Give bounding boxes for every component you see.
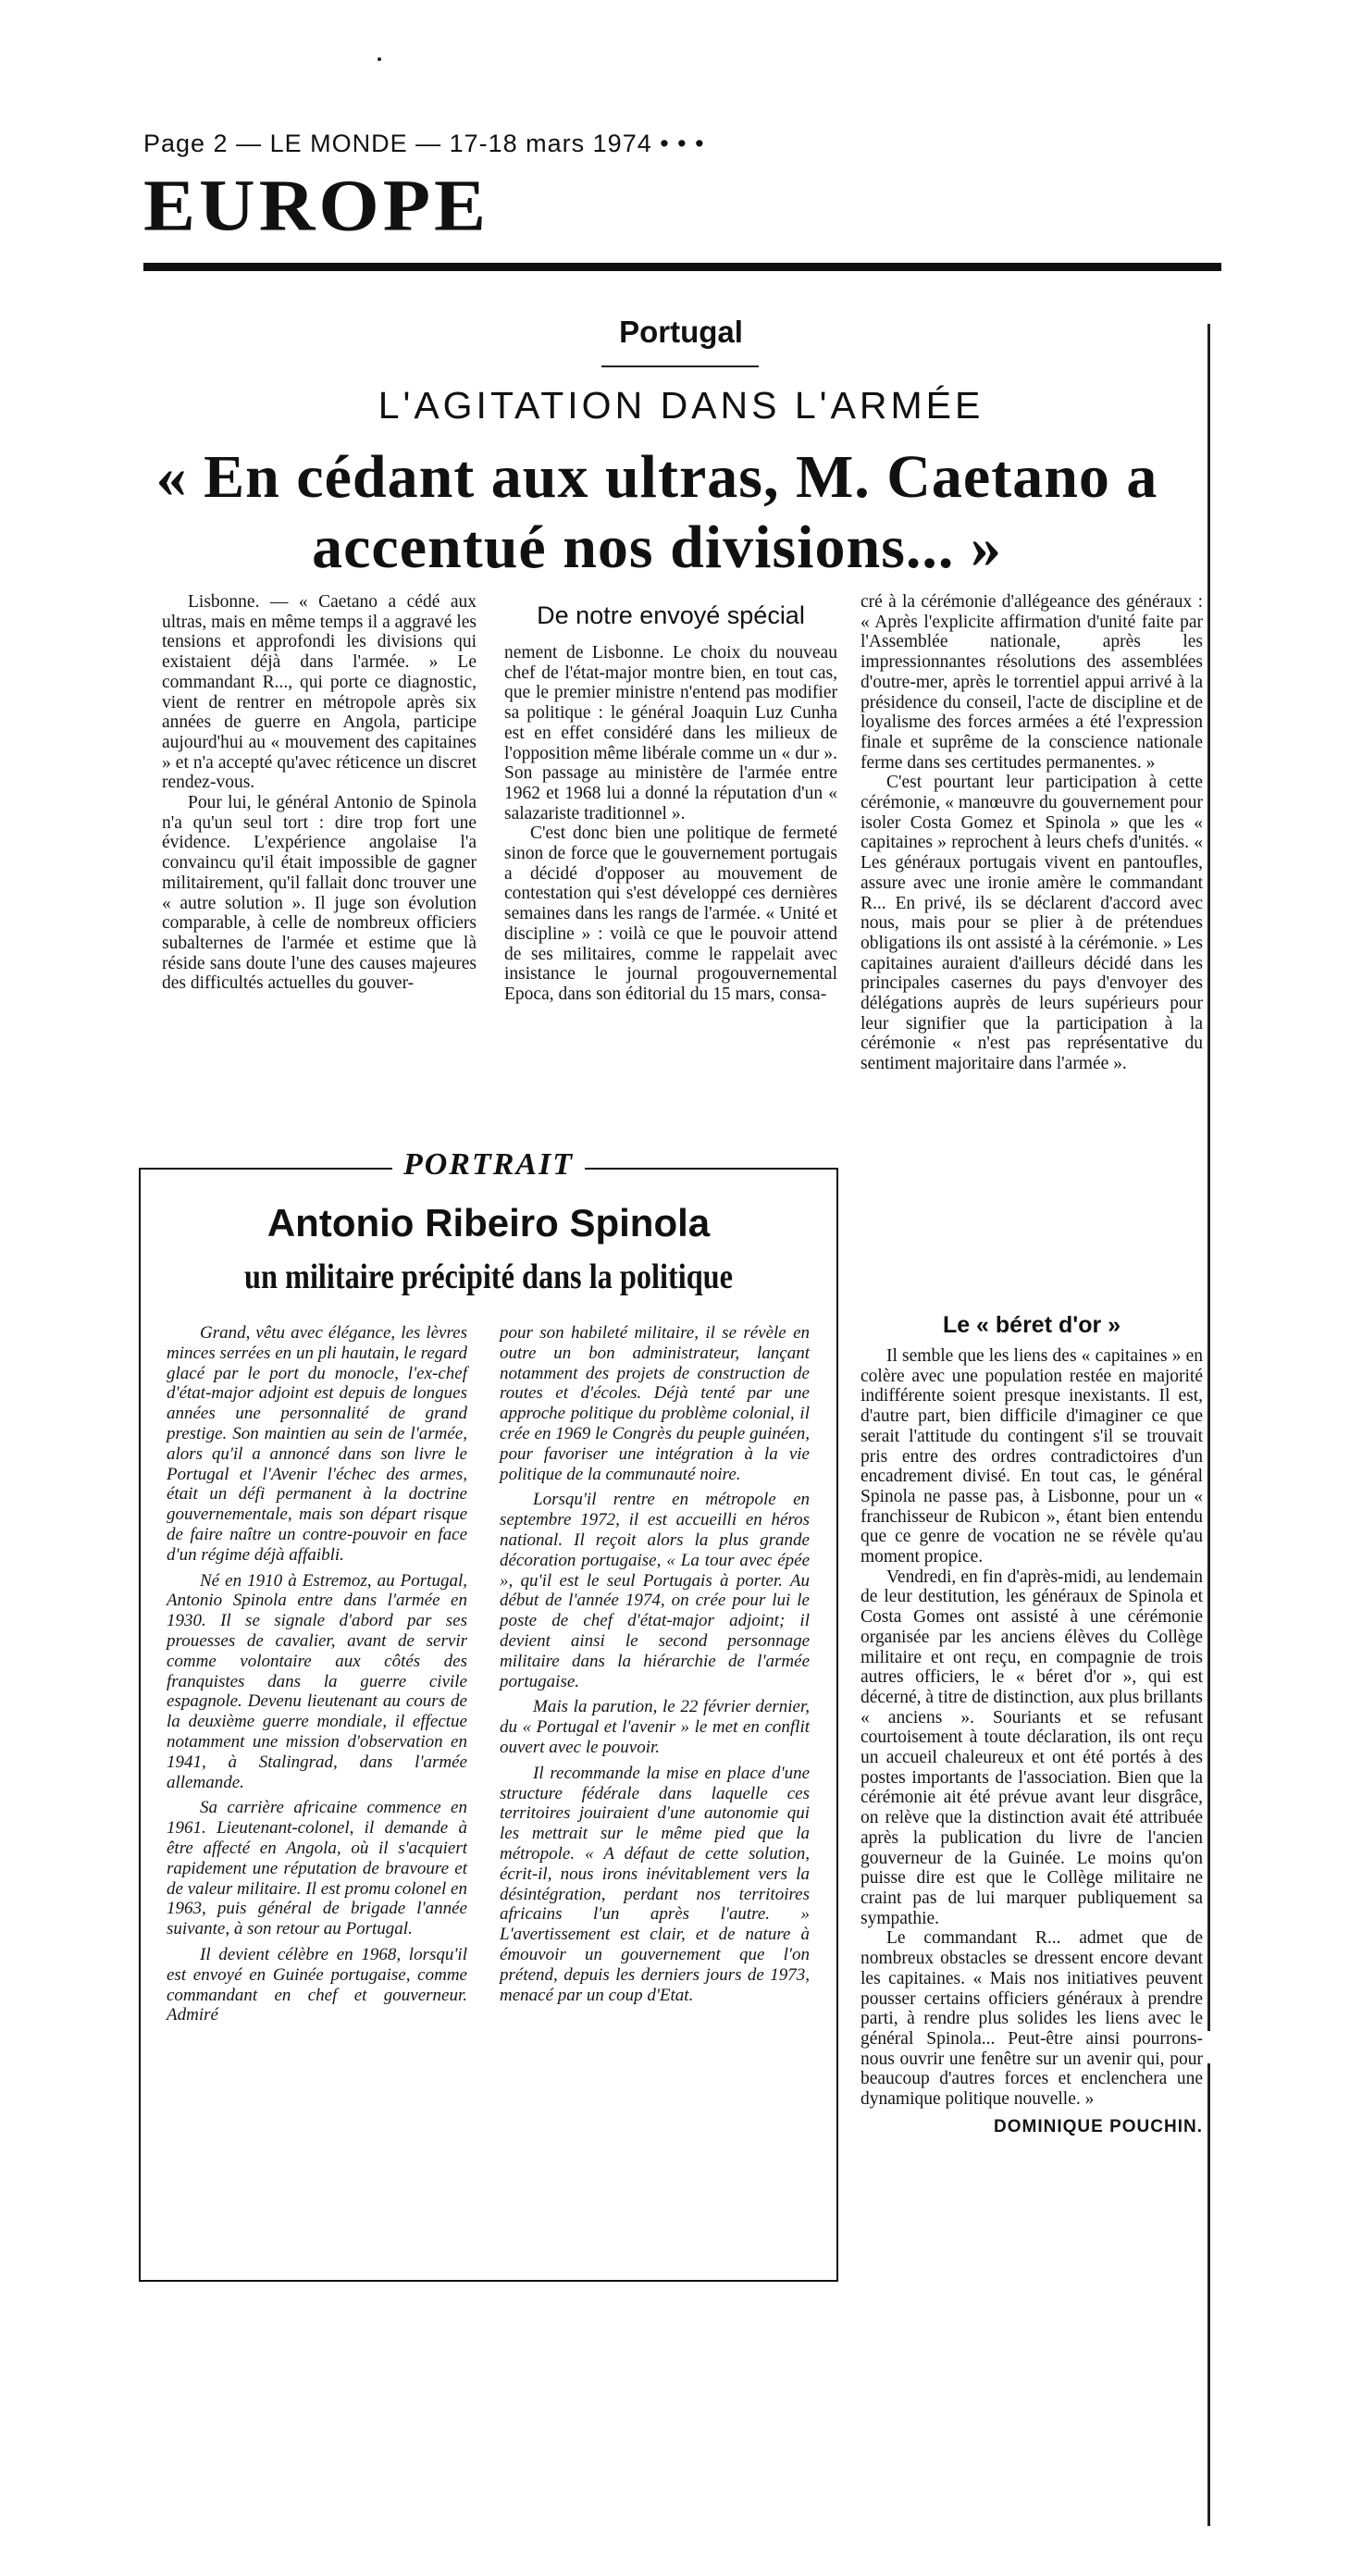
paragraph: pour son habileté militaire, il se révèle en outre un bon administrateur, lançant notamment des projets de construction de routes et d'écoles. Déjà tenté par une approche politique du problème colonial, il crée en 1969 le Congrès du peuple guinéen, pour favoriser une intégration à la vie politique de la communauté noire. <box>500 1323 810 1484</box>
paragraph: Il recommande la mise en place d'une structure fédérale dans laquelle ces territoires jouiraient d'une autonomie qui les mettrait sur le même pied que la métropole. « A défaut de cette solution, écrit-il, nous irons inévitablement vers la désintégration, perdant nos territoires africains l'un après l'autre. » L'avertissement est clair, et de nature à émouvoir un gouvernement que l'on prétend, depuis les derniers jours de 1973, menacé par un coup d'Etat. <box>500 1763 810 2005</box>
article-column-4 <box>861 1346 1203 2136</box>
paragraph: Vendredi, en fin d'après-midi, au lendemain de leur destitution, les généraux de Spinola et Costa Gomes ont assisté à une cérémonie organisée par les anciens élèves du Collège militaire et ont reçu, en compagnie de trois autres officiers, le « béret d'or », qui est décerné, à titre de distinction, aux plus brillants « anciens ». Souriants et se refusant courtoisement à toute déclaration, ils ont reçu un accueil chaleureux et ont été portés à des postes importants de l'association. Bien que la cérémonie ait été prévue avant leur disgrâce, on relève que la distinction avait été attribuée après la publication du livre de l'ancien gouverneur de la Guinée. Le moins qu'on puisse dire est que le Collège militaire ne craint pas de lui marquer publiquement sa sympathie. <box>861 1567 1203 1928</box>
paragraph: Grand, vêtu avec élégance, les lèvres minces serrées en un pli hautain, le regard glacé par le port du monocle, l'ex-chef d'état-major adjoint est depuis de longues années une personnalité de grand prestige. Son maintien au sein de l'armée, alors qu'il a annoncé dans son livre le Portugal et l'Avenir l'échec des armes, était un défi permanent à la doctrine gouvernementale, mais son départ risque de faire naître un contre-pouvoir en face d'un régime déjà affaibli. <box>167 1323 467 1565</box>
portrait-column-1 <box>167 1323 467 2031</box>
paragraph: Lorsqu'il rentre en métropole en septembre 1972, il est accueilli en héros national. Il reçoit alors la plus grande décoration portugaise, « La tour avec épée », qu'il est le seul Portugais à porter. Au début de l'année 1974, on crée pour lui le poste de chef d'état-major adjoint; il devient ainsi le second personnage militaire dans la hiérarchie de l'armée portugaise. <box>500 1490 810 1691</box>
signature: DOMINIQUE POUCHIN. <box>994 2116 1203 2136</box>
paragraph: Le commandant R... admet que de nombreux obstacles se dressent encore devant les capitaines. « Mais nos initiatives peuvent pousser certains officiers généraux à prendre parti, à rendre plus solides les liens avec le général Spinola... Peut-être ainsi pourrons-nous ouvrir une fenêtre sur un avenir qui, pour beaucoup d'autres forces et enclenchera une dynamique politique nouvelle. » <box>861 1928 1203 2110</box>
article-column-2 <box>504 643 837 1005</box>
article-column-3 <box>861 592 1203 1074</box>
paragraph: C'est donc bien une politique de fermeté sinon de force que le gouvernement portugais a décidé d'opposer au mouvement de contestation qui s'est développé ces dernières semaines dans les rangs de l'armée. « Unité et discipline » : voilà ce que le pouvoir attend de ses militaires, comme le rappelait avec insistance le journal progouvernemental Epoca, dans son éditorial du 15 mars, consa- <box>504 824 837 1004</box>
kicker-rule <box>601 365 759 367</box>
portrait-label-text: PORTRAIT <box>392 1147 585 1183</box>
column-rule-right-lower <box>1207 2063 1210 2526</box>
byline: De notre envoyé spécial <box>537 601 805 629</box>
section-title: EUROPE <box>143 165 490 247</box>
print-speck <box>378 57 381 61</box>
portrait-name: Antonio Ribeiro Spinola <box>266 1201 711 1245</box>
paragraph: Lisbonne. — « Caetano a cédé aux ultras, mais en même temps il a aggravé les tensions et approfondi les divisions qui existaient déjà dans l'armée. » Le commandant R..., qui porte ce diagnostic, vient de rentrer en métropole après six années de guerre en Angola, participe aujourd'hui au « mouvement des capitaines » et n'a accepté qu'avec réticence un discret rendez-vous. <box>162 592 477 793</box>
header-rule <box>143 263 1221 271</box>
portrait-column-2 <box>500 1323 810 2011</box>
paragraph: Pour lui, le général Antonio de Spinola n'a qu'un seul tort : dire trop fort une évidence. L'expérience angolaise l'a convaincu qu'il était impossible de gagner militairement, qu'il fallait donc trouver une « autre solution ». Il juge son évolution comparable, à celle de nombreux officiers subalternes de l'armée et estime que là réside sans doute l'une des causes majeures des difficultés actuelles du gouver- <box>162 793 477 994</box>
page-header: Page 2 — LE MONDE — 17-18 mars 1974 • • • <box>143 130 705 157</box>
paragraph: Il semble que les liens des « capitaines » en colère avec une population restée en majorité indifférente soient presque inexistants. Il est, d'autre part, bien difficile d'imaginer ce que serait l'attitude du contingent s'il se trouvait pris entre des ordres contradictoires d'un encadrement divisé. En tout cas, le général Spinola ne passe pas, à Lisbonne, pour un « franchisseur de Rubicon », étant bien entendu que ce genre de vocation ne se révèle qu'au moment propice. <box>861 1346 1203 1567</box>
paragraph: cré à la cérémonie d'allégeance des généraux : « Après l'explicite affirmation d'unité faite par l'Assemblée nationale, après les impressionnantes résolutions des assemblées d'outre-mer, après le torrentiel appui arrivé à la présidence du conseil, l'acte de discipline et de loyalisme des forces armées a été l'expression finale et suprême de la conscience nationale ferme dans ses certitudes permanentes. » <box>861 592 1203 773</box>
portrait-label <box>139 1147 838 1183</box>
paragraph: Né en 1910 à Estremoz, au Portugal, Antonio Spinola entre dans l'armée en 1930. Il se signale d'abord par ses prouesses de cavalier, avant de servir comme volontaire aux côtés des franquistes dans la guerre civile espagnole. Devenu lieutenant au cours de la deuxième guerre mondiale, il effectue notamment une mission d'observation en 1941, à Stalingrad, dans l'armée allemande. <box>167 1570 467 1792</box>
beret-subheading: Le « béret d'or » <box>942 1312 1121 1338</box>
article-kicker: Portugal <box>619 315 743 349</box>
article-column-1 <box>162 592 477 994</box>
paragraph: nement de Lisbonne. Le choix du nouveau chef de l'état-major montre bien, en tout cas, que le premier ministre n'entend pas modifier sa politique : le général Joaquin Luz Cunha est en effet considéré dans les milieux de l'opposition même libérale comme un « dur ». Son passage au ministère de l'armée entre 1962 et 1968 lui a donné la réputation d'un « salazariste traditionnel ». <box>504 643 837 824</box>
article-headline: « En cédant aux ultras, M. Caetano a accentué nos divisions... » <box>155 443 1158 581</box>
paragraph: Il devient célèbre en 1968, lorsqu'il est envoyé en Guinée portugaise, comme commandant en chef et gouverneur. Admiré <box>167 1944 467 2025</box>
paragraph: Mais la parution, le 22 février dernier, du « Portugal et l'avenir » le met en conflit ouvert avec le pouvoir. <box>500 1697 810 1757</box>
portrait-subtitle: un militaire précipité dans la politique <box>244 1257 733 1296</box>
paragraph: Sa carrière africaine commence en 1961. Lieutenant-colonel, il demande à être affecté en Angola, où il s'acquiert rapidement une réputation de bravoure et de valeur militaire. Il est promu colonel en 1963, puis général de brigade l'année suivante, à son retour au Portugal. <box>167 1798 467 1939</box>
paragraph: C'est pourtant leur participation à cette cérémonie, « manœuvre du gouvernement pour isoler Costa Gomez et Spinola » que les « capitaines » reprochent à leurs chefs d'unités. « Les généraux portugais vivent en pantoufles, assure avec une ironie amère le commandant R... En privé, ils se déclarent d'accord avec nous, mais pour se plier à de prétendues obligations ils ont assisté à la cérémonie. » Les capitaines auraient d'ailleurs décidé dans les principales casernes du pays d'envoyer des délégations auprès de leurs supérieurs pour leur signifier que la participation à la cérémonie « n'est pas représentative du sentiment majoritaire dans l'armée ». <box>861 773 1203 1074</box>
article-subhead: L'AGITATION DANS L'ARMÉE <box>378 384 984 427</box>
